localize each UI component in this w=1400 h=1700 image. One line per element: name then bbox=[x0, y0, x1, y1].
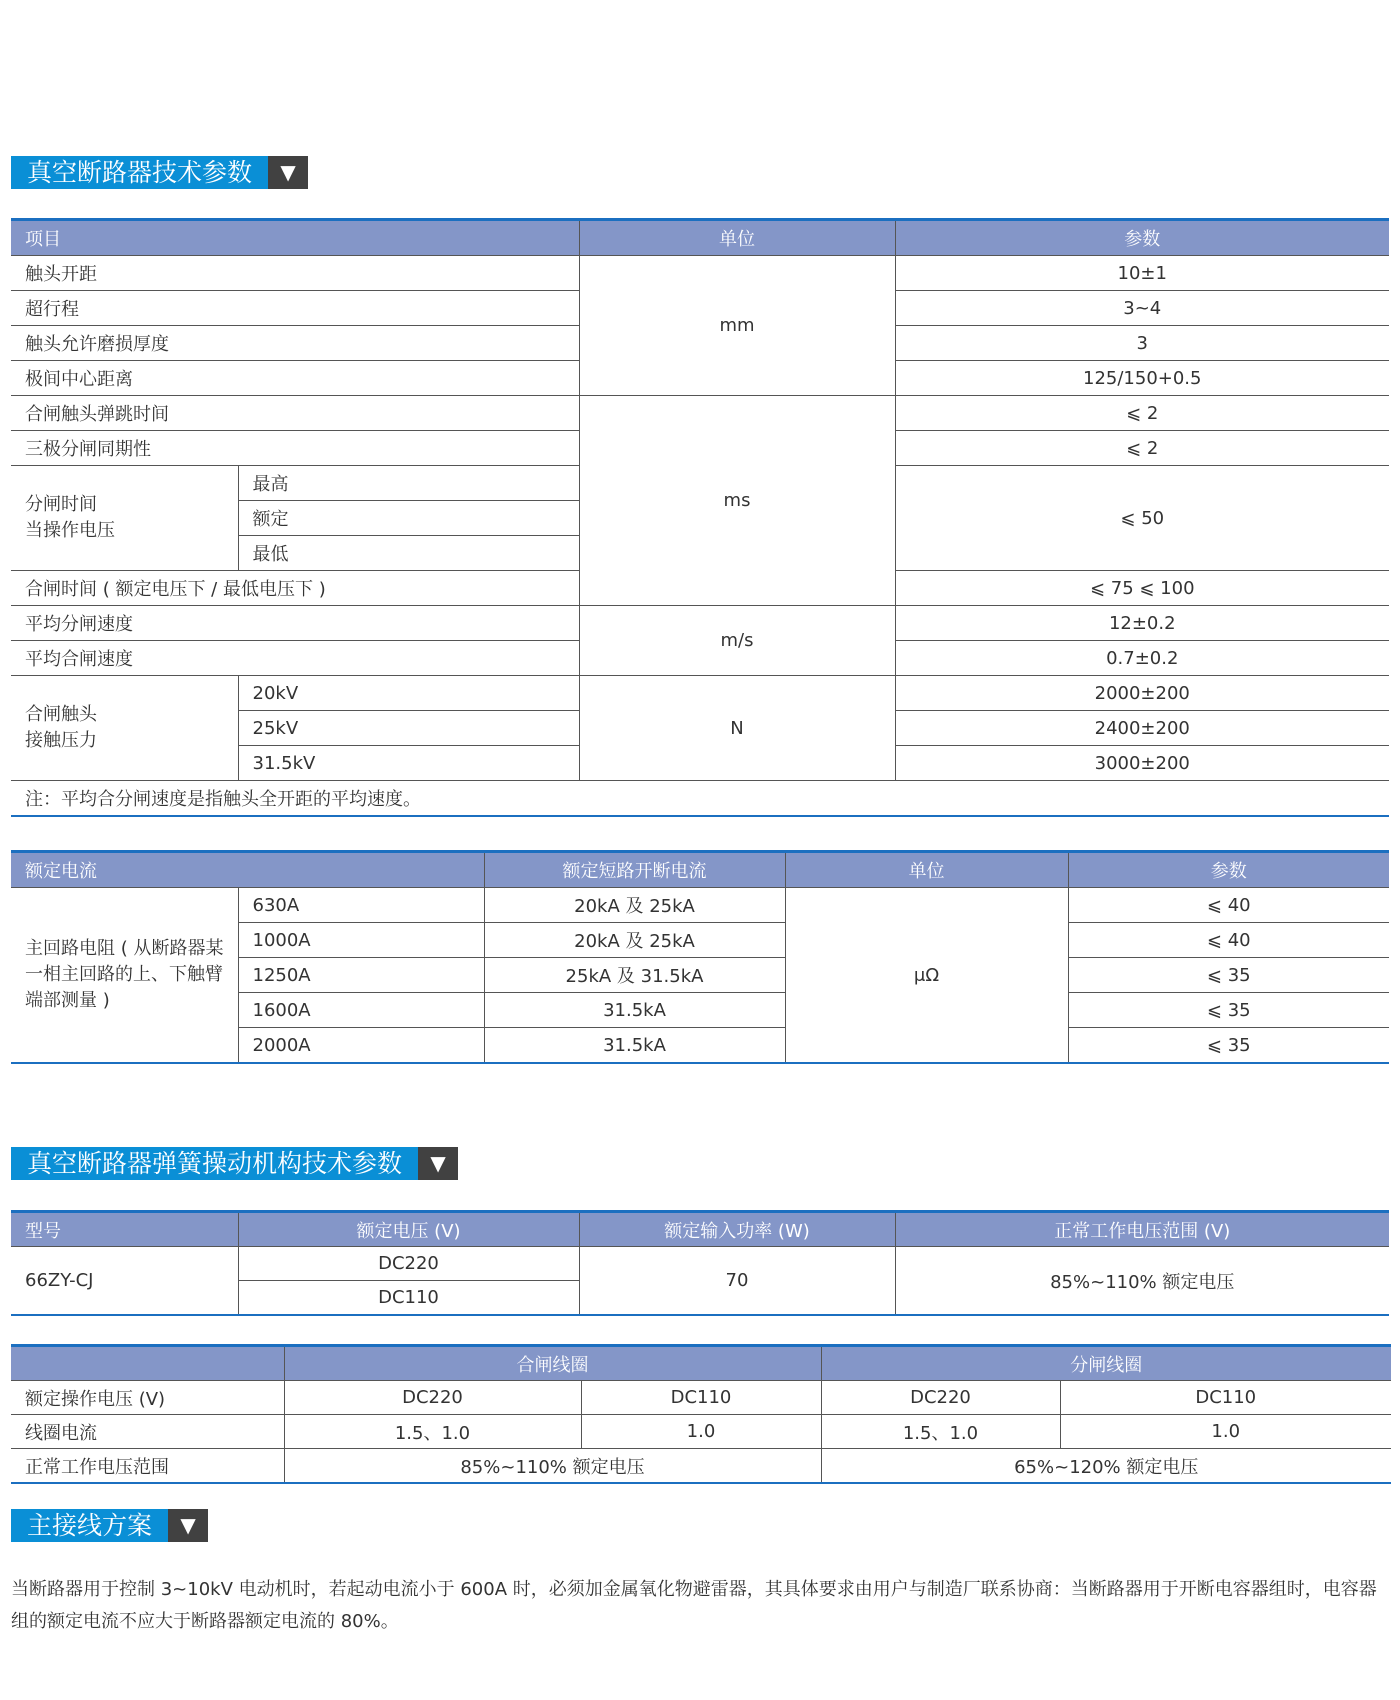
sub-label: 25kV bbox=[238, 711, 579, 746]
wiring-description: 当断路器用于控制 3~10kV 电动机时，若起动电流小于 600A 时，必须加金属氧化物避雷器，其具体要求由用户与制造厂联系协商：当断路器用于开断电容器组时，电容器组的额定电流不应大于断路器额定电流的 80%。 bbox=[11, 1579, 1377, 1632]
value-cell: DC110 bbox=[1060, 1381, 1391, 1415]
table-row bbox=[11, 1449, 1391, 1484]
header-input-power: 额定输入功率 (W) bbox=[579, 1212, 895, 1247]
voltage-cell: DC220 bbox=[238, 1247, 579, 1281]
value-cell: ⩽ 2 bbox=[895, 431, 1389, 466]
value-cell: DC110 bbox=[581, 1381, 821, 1415]
table-note: 注：平均合分闸速度是指触头全开距的平均速度。 bbox=[11, 781, 1389, 817]
value-cell: ⩽ 35 bbox=[1068, 993, 1389, 1028]
unit-cell: m/s bbox=[579, 606, 895, 676]
sub-label: 最高 bbox=[238, 466, 579, 501]
value-cell: DC220 bbox=[821, 1381, 1060, 1415]
header-param: 参数 bbox=[1068, 852, 1389, 888]
current-cell: 2000A bbox=[238, 1028, 484, 1064]
breaking-cell: 25kA 及 31.5kA bbox=[484, 958, 785, 993]
breaking-cell: 31.5kA bbox=[484, 1028, 785, 1064]
value-cell: 2400±200 bbox=[895, 711, 1389, 746]
header-closing-coil: 合闸线圈 bbox=[284, 1346, 821, 1381]
value-cell: 3 bbox=[895, 326, 1389, 361]
row-label: 合闸触头弹跳时间 bbox=[11, 396, 579, 431]
row-label: 合闸时间 ( 额定电压下 / 最低电压下 ) bbox=[11, 571, 579, 606]
table-row bbox=[11, 606, 1389, 641]
unit-cell: N bbox=[579, 676, 895, 781]
section-title: 真空断路器弹簧操动机构技术参数 bbox=[11, 1147, 418, 1180]
row-label: 平均合闸速度 bbox=[11, 641, 579, 676]
breaking-cell: 20kA 及 25kA bbox=[484, 888, 785, 923]
row-label: 触头开距 bbox=[11, 256, 579, 291]
value-cell: ⩽ 40 bbox=[1068, 888, 1389, 923]
value-cell: 10±1 bbox=[895, 256, 1389, 291]
table-header-row bbox=[11, 852, 1389, 888]
value-cell: 85%~110% 额定电压 bbox=[284, 1449, 821, 1484]
table-header-row bbox=[11, 220, 1389, 256]
sub-label: 额定 bbox=[238, 501, 579, 536]
value-cell: DC220 bbox=[284, 1381, 581, 1415]
header-unit: 单位 bbox=[785, 852, 1068, 888]
section-title: 主接线方案 bbox=[11, 1509, 168, 1542]
value-cell: 3000±200 bbox=[895, 746, 1389, 781]
value-cell: 1.5、1.0 bbox=[284, 1415, 581, 1449]
header-opening-coil: 分闸线圈 bbox=[821, 1346, 1391, 1381]
sub-label: 20kV bbox=[238, 676, 579, 711]
row-label: 平均分闸速度 bbox=[11, 606, 579, 641]
value-cell: 1.0 bbox=[581, 1415, 821, 1449]
table-row bbox=[11, 676, 1389, 711]
header-item: 项目 bbox=[11, 220, 579, 256]
breaking-cell: 20kA 及 25kA bbox=[484, 923, 785, 958]
row-label: 分闸时间 当操作电压 bbox=[11, 466, 238, 571]
section-title: 真空断路器技术参数 bbox=[11, 156, 268, 189]
power-cell: 70 bbox=[579, 1247, 895, 1316]
sub-label: 最低 bbox=[238, 536, 579, 571]
header-empty bbox=[11, 1346, 284, 1381]
value-cell: ⩽ 75 ⩽ 100 bbox=[895, 571, 1389, 606]
triangle-down-icon: ▼ bbox=[418, 1147, 458, 1180]
value-cell: ⩽ 35 bbox=[1068, 1028, 1389, 1064]
unit-cell: ms bbox=[579, 396, 895, 606]
table-row bbox=[11, 396, 1389, 431]
table-row bbox=[11, 888, 1389, 923]
header-param: 参数 bbox=[895, 220, 1389, 256]
table-row bbox=[11, 1247, 1389, 1281]
unit-cell: mm bbox=[579, 256, 895, 396]
value-cell: 125/150+0.5 bbox=[895, 361, 1389, 396]
value-cell: ⩽ 2 bbox=[895, 396, 1389, 431]
mechanism-spec-table bbox=[11, 1210, 1389, 1316]
row-label: 主回路电阻 ( 从断路器某一相主回路的上、下触臂端部测量 ) bbox=[11, 888, 238, 1064]
row-label: 正常工作电压范围 bbox=[11, 1449, 284, 1484]
model-cell: 66ZY-CJ bbox=[11, 1247, 238, 1316]
coil-spec-table bbox=[11, 1344, 1391, 1484]
table-header-row bbox=[11, 1212, 1389, 1247]
header-unit: 单位 bbox=[579, 220, 895, 256]
row-label: 极间中心距离 bbox=[11, 361, 579, 396]
table-header-row bbox=[11, 1346, 1391, 1381]
table-row bbox=[11, 1381, 1391, 1415]
value-cell: 0.7±0.2 bbox=[895, 641, 1389, 676]
sub-label: 31.5kV bbox=[238, 746, 579, 781]
value-cell: 2000±200 bbox=[895, 676, 1389, 711]
value-cell: 1.5、1.0 bbox=[821, 1415, 1060, 1449]
triangle-down-icon: ▼ bbox=[168, 1509, 208, 1542]
value-cell: 12±0.2 bbox=[895, 606, 1389, 641]
header-model: 型号 bbox=[11, 1212, 238, 1247]
header-rated-current: 额定电流 bbox=[11, 852, 484, 888]
voltage-cell: DC110 bbox=[238, 1281, 579, 1316]
value-cell: 65%~120% 额定电压 bbox=[821, 1449, 1391, 1484]
row-label: 超行程 bbox=[11, 291, 579, 326]
note-row bbox=[11, 781, 1389, 817]
row-label: 线圈电流 bbox=[11, 1415, 284, 1449]
current-cell: 1600A bbox=[238, 993, 484, 1028]
current-cell: 1000A bbox=[238, 923, 484, 958]
breaker-spec-table bbox=[11, 218, 1389, 817]
table-row bbox=[11, 1415, 1391, 1449]
value-cell: ⩽ 50 bbox=[895, 466, 1389, 571]
table-row bbox=[11, 256, 1389, 291]
breaking-cell: 31.5kA bbox=[484, 993, 785, 1028]
value-cell: 3~4 bbox=[895, 291, 1389, 326]
row-label: 触头允许磨损厚度 bbox=[11, 326, 579, 361]
value-cell: ⩽ 35 bbox=[1068, 958, 1389, 993]
current-cell: 630A bbox=[238, 888, 484, 923]
header-rated-voltage: 额定电压 (V) bbox=[238, 1212, 579, 1247]
section-header-1 bbox=[11, 156, 308, 189]
value-cell: ⩽ 40 bbox=[1068, 923, 1389, 958]
row-label: 合闸触头 接触压力 bbox=[11, 676, 238, 781]
row-label: 额定操作电压 (V) bbox=[11, 1381, 284, 1415]
resistance-table bbox=[11, 850, 1389, 1064]
row-label: 三极分闸同期性 bbox=[11, 431, 579, 466]
section-header-3 bbox=[11, 1509, 208, 1542]
triangle-down-icon: ▼ bbox=[268, 156, 308, 189]
unit-cell: μΩ bbox=[785, 888, 1068, 1064]
header-voltage-range: 正常工作电压范围 (V) bbox=[895, 1212, 1389, 1247]
header-breaking-current: 额定短路开断电流 bbox=[484, 852, 785, 888]
value-cell: 1.0 bbox=[1060, 1415, 1391, 1449]
range-cell: 85%~110% 额定电压 bbox=[895, 1247, 1389, 1316]
current-cell: 1250A bbox=[238, 958, 484, 993]
section-header-2 bbox=[11, 1147, 458, 1180]
